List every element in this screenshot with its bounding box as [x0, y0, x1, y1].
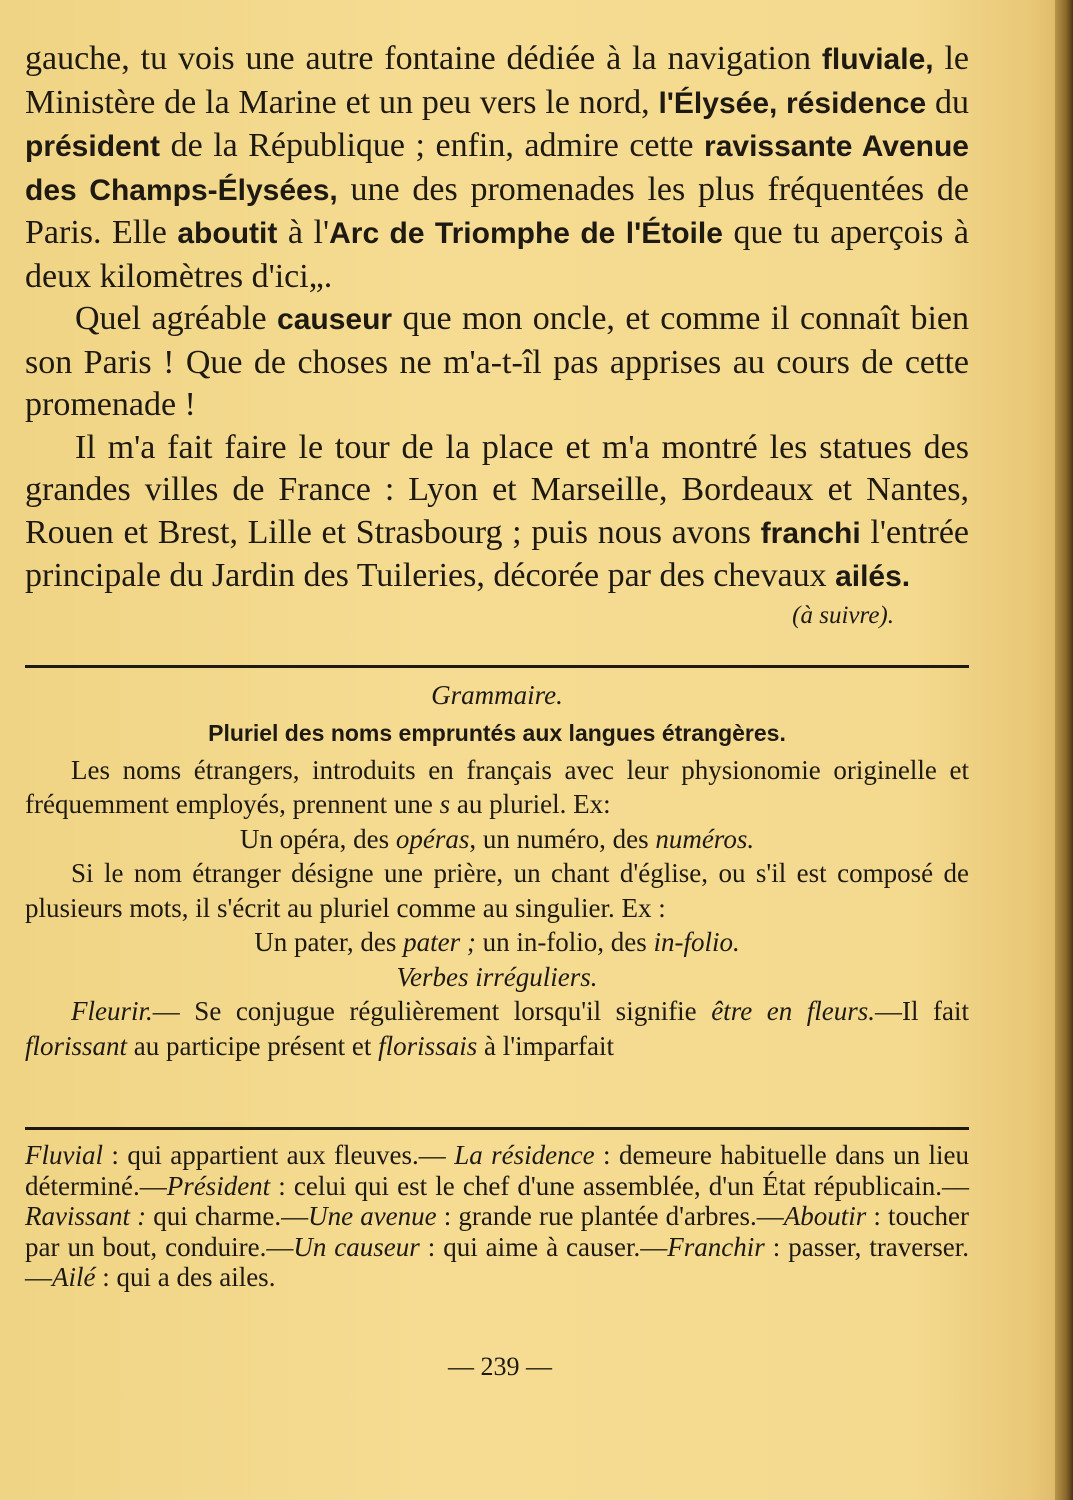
- glossary-entry: La résidence : demeure habituelle dans un lieu déterminé.—: [25, 1140, 970, 1201]
- grammar-section: [25, 678, 969, 1063]
- verb-entry: Fleurir.— Se conjugue régulièrement lorsqu'il signifie être en fleurs.—Il fait florissant au participe présent et florissais à l'imparfait: [25, 996, 969, 1061]
- grammar-rule-1: Les noms étrangers, introduits en français avec leur physionomie originelle et fréquemment employés, prennent une s au pluriel. Ex:: [25, 754, 969, 819]
- grammar-rule-2: Si le nom étranger désigne une prière, un chant d'église, ou s'il est composé de plusieurs mots, il s'écrit au pluriel comme au singulier. Ex :: [25, 858, 969, 923]
- bold-term: ravissante Avenue des Champs-Élysées,: [25, 130, 969, 207]
- story-paragraph-2: Quel agréable causeur que mon oncle, et comme il connaît bien son Paris ! Que de choses ne m'a-t-îl pas apprises au cours de cette promenade !: [25, 300, 969, 423]
- glossary-entry: Fluvial : qui appartient aux fleuves.—: [25, 1140, 455, 1170]
- bold-term: ailés.: [835, 560, 911, 593]
- page-edge: [1055, 0, 1073, 1500]
- bold-term: causeur: [277, 303, 393, 336]
- continuation-note: (à suivre).: [792, 601, 894, 629]
- verbs-rubric: Verbes irréguliers.: [396, 961, 598, 992]
- bold-term: président: [25, 130, 161, 163]
- page-number: — 239 —: [448, 1352, 552, 1381]
- grammar-rubric: Grammaire.: [431, 680, 563, 710]
- grammar-example-2: Un pater, des pater ; un in-folio, des in-folio.: [254, 927, 740, 957]
- glossary-entry: Franchir : passer, traverser.—: [25, 1231, 970, 1292]
- grammar-title: Pluriel des noms empruntés aux langues étrangères.: [208, 719, 786, 746]
- glossary-entry: Une avenue : grande rue plantée d'arbres.—: [308, 1201, 784, 1231]
- story-paragraph-3: Il m'a fait faire le tour de la place et m'a montré les statues des grandes villes de France : Lyon et Marseille, Bordeaux et Nantes, Rouen et Brest, Lille et Strasbourg ; puis nous avons franchi l'entrée principale du Jardin des Tuileries, décorée par des chevaux ailés.: [25, 428, 969, 594]
- glossary: [25, 1140, 969, 1293]
- glossary-divider: [25, 1127, 969, 1130]
- glossary-entry: Aboutir : toucher par un bout, conduire.—: [25, 1201, 969, 1262]
- section-divider: [25, 665, 969, 668]
- glossary-entry: Ailé : qui a des ailes.: [52, 1262, 276, 1292]
- bold-term: l'Élysée, résidence: [658, 86, 927, 120]
- glossary-entry: Ravissant : qui charme.—: [25, 1201, 309, 1231]
- glossary-entry: Un causeur : qui aime à causer.—: [293, 1231, 668, 1262]
- bold-term: Arc de Triomphe de l'Étoile: [329, 217, 723, 250]
- bold-term: aboutit: [177, 217, 278, 250]
- glossary-entry: Président : celui qui est le chef d'une assemblée, d'un État républicain.—: [166, 1170, 969, 1201]
- grammar-example-1: Un opéra, des opéras, un numéro, des numéros.: [239, 823, 755, 854]
- bold-term: franchi: [760, 516, 861, 550]
- bold-term: fluviale,: [821, 43, 934, 76]
- story-paragraph-1: gauche, tu vois une autre fontaine dédiée à la navigation fluviale, le Ministère de la Marine et un peu vers le nord, l'Élysée, résidence du président de la République ; enfin, admire cette ravissante Avenue des Champs-Élysées, une des promenades les plus fréquentées de Paris. Elle aboutit à l'Arc de Triomphe de l'Étoile que tu aperçois à deux kilomètres d'ici„.: [25, 40, 970, 295]
- story-text: [25, 38, 969, 631]
